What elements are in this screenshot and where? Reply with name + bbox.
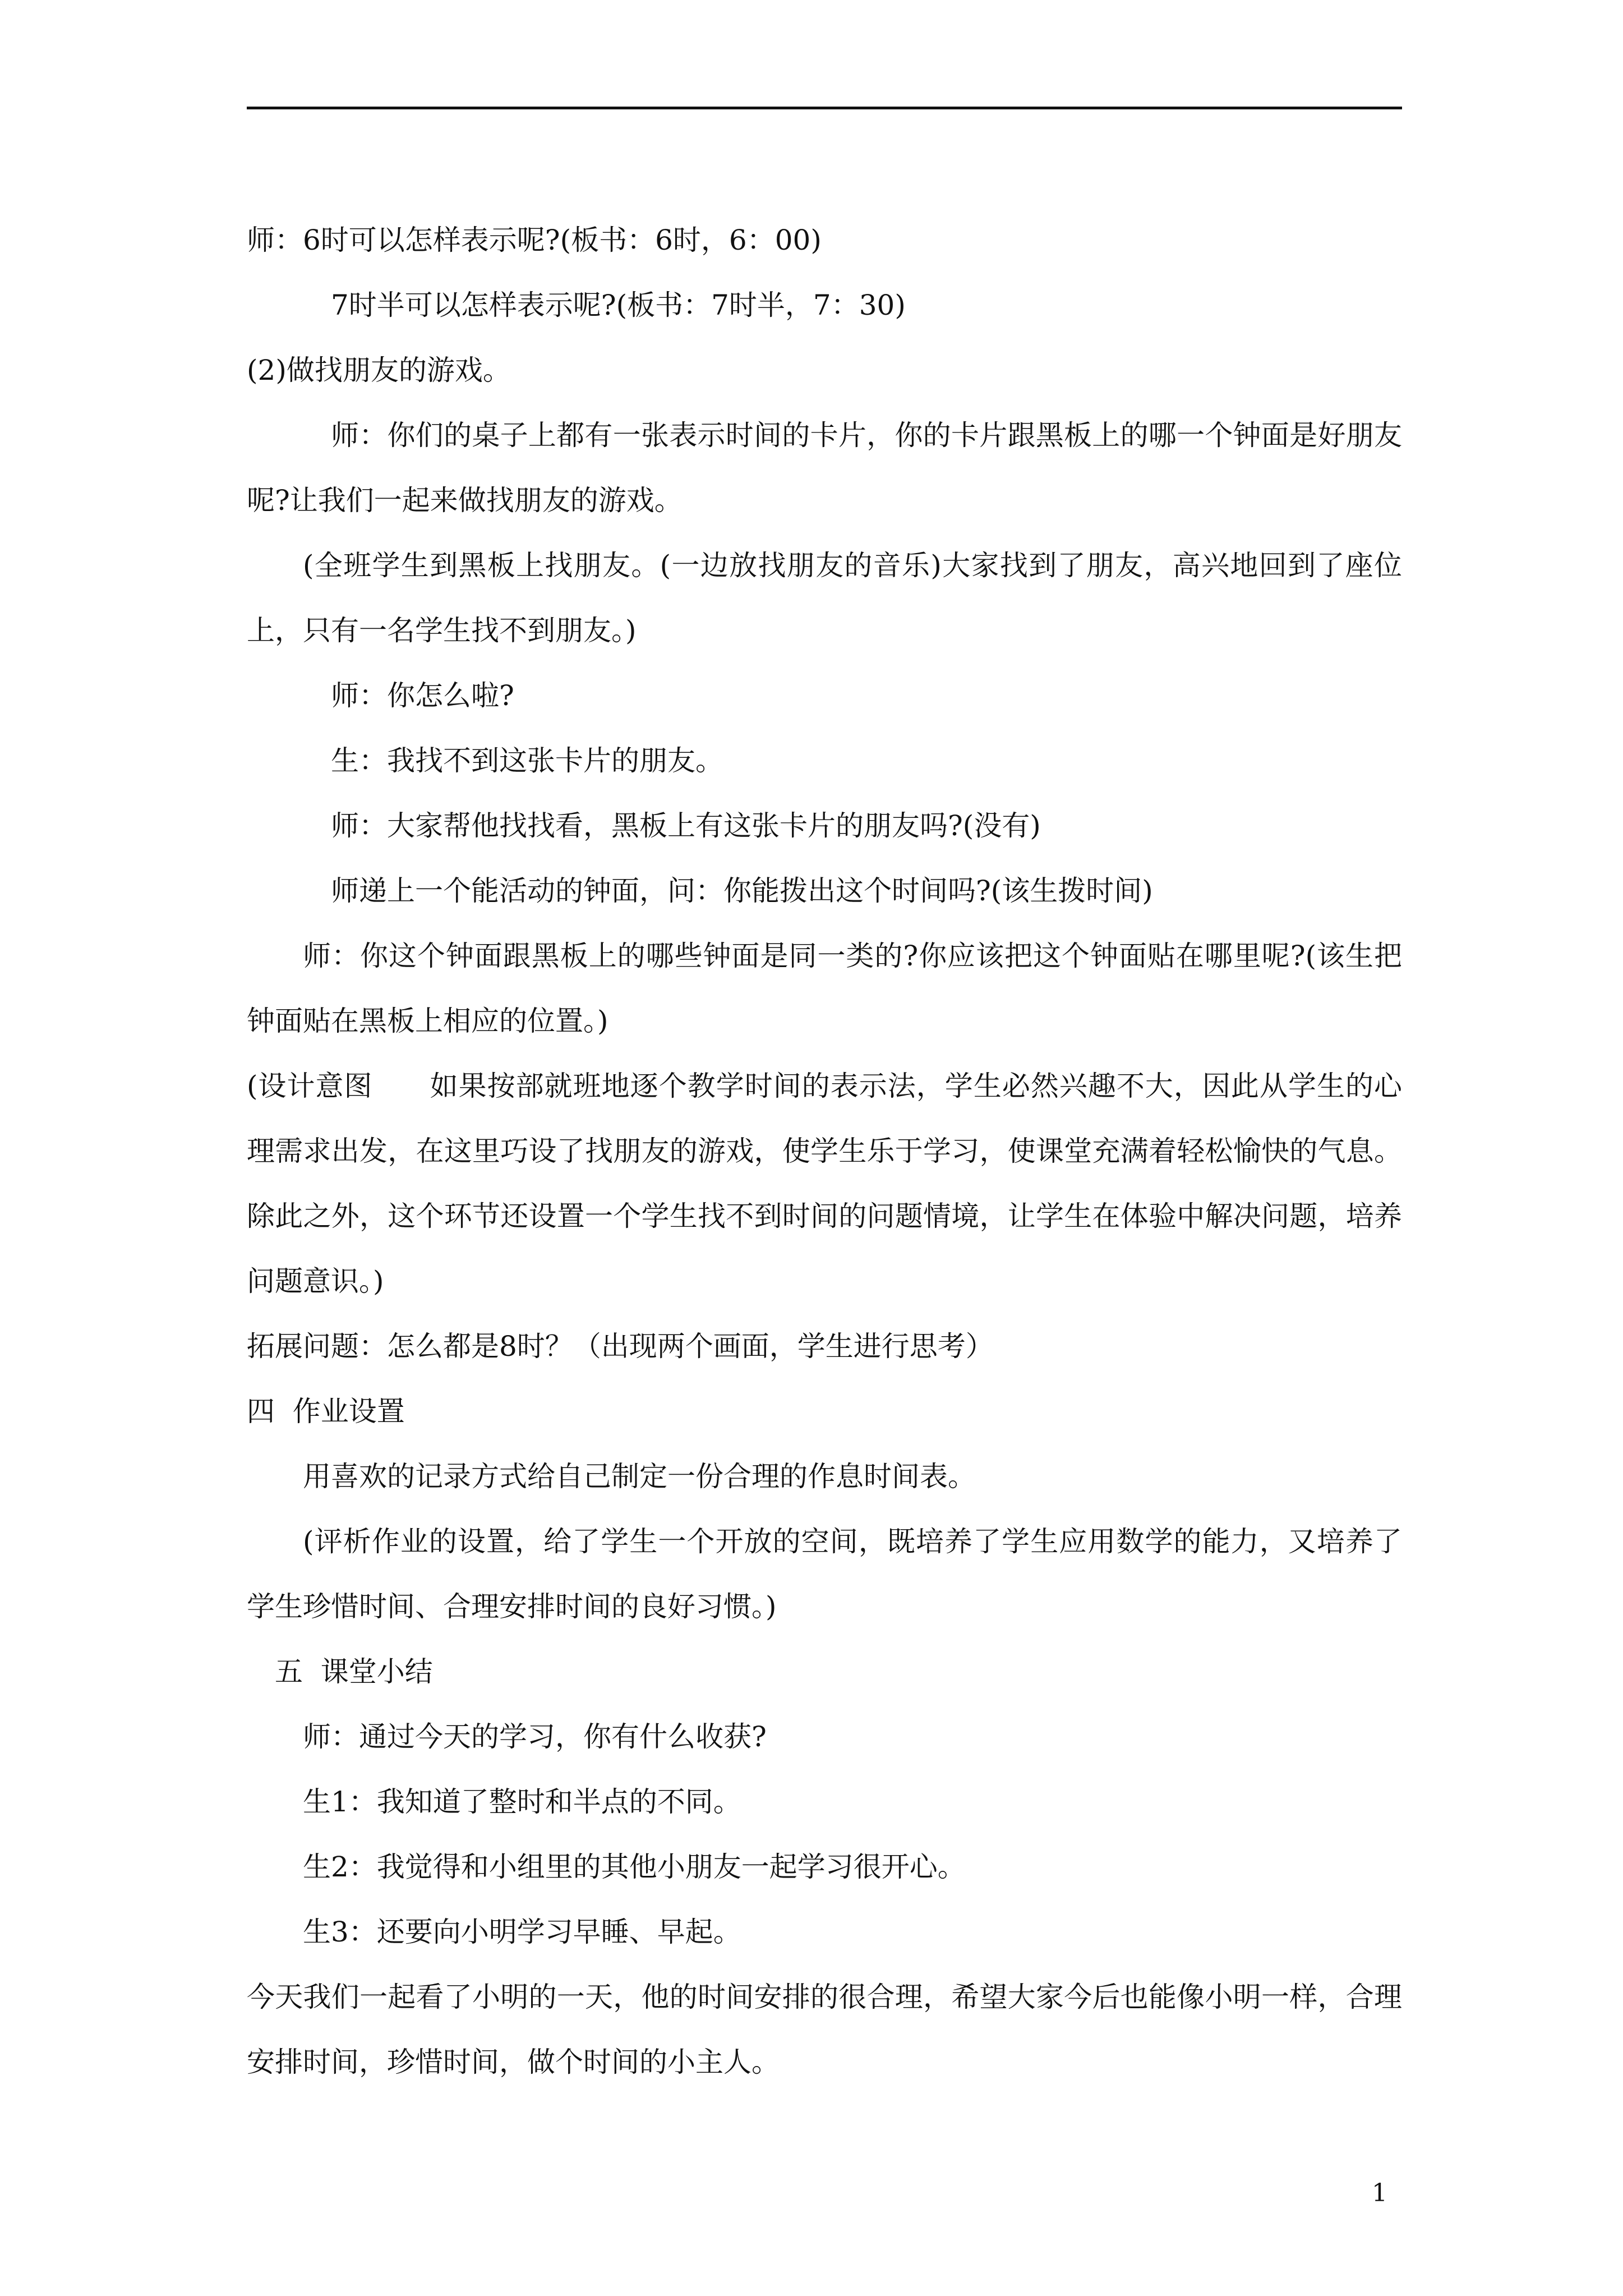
- paragraph-student-answer: 生：我找不到这张卡片的朋友。: [331, 744, 723, 777]
- paragraph-closing: 今天我们一起看了小明的一天，他的时间安排的很合理，希望大家今后也能像小明一样，合理安排时间，珍惜时间，做个时间的小主人。: [247, 1981, 1402, 2078]
- paragraph-student-2: 生2：我觉得和小组里的其他小朋友一起学习很开心。: [303, 1851, 966, 1883]
- paragraph-student-1: 生1：我知道了整时和半点的不同。: [303, 1786, 741, 1818]
- paragraph-teacher-question: 师：你怎么啦?: [331, 679, 514, 712]
- paragraph-teacher-help: 师：大家帮他找找看，黑板上有这张卡片的朋友吗?(没有): [331, 809, 1041, 842]
- paragraph-clock-face: 师递上一个能活动的钟面，问：你能拨出这个时间吗?(该生拨时间): [331, 875, 1153, 907]
- section-summary-heading: 五 课堂小结: [275, 1655, 433, 1688]
- paragraph-design-intent: (设计意图 如果按部就班地逐个教学时间的表示法，学生必然兴趣不大，因此从学生的心理需求出发，在这里巧设了找朋友的游戏，使学生乐于学习，使课堂充满着轻松愉快的气息。除此之外，这个环节还设置一个学生找不到时间的问题情境，让学生在体验中解决问题，培养问题意识。): [247, 1070, 1402, 1297]
- paragraph-teacher-six: 师：6时可以怎样表示呢?(板书：6时，6：00): [247, 224, 822, 256]
- section-homework-heading: 四 作业设置: [247, 1395, 405, 1428]
- body-text: [247, 208, 1402, 2095]
- paragraph-teacher-summary: 师：通过今天的学习，你有什么收获?: [303, 1720, 767, 1753]
- paragraph-seven-thirty: 7时半可以怎样表示呢?(板书：7时半，7：30): [331, 289, 906, 321]
- paragraph-student-3: 生3：还要向小明学习早睡、早起。: [303, 1916, 741, 1948]
- header-rule: [247, 107, 1402, 109]
- paragraph-class-activity: (全班学生到黑板上找朋友。(一边放找朋友的音乐)大家找到了朋友，高兴地回到了座位上，只有一名学生找不到朋友。): [247, 549, 1402, 647]
- paragraph-teacher-cards: 师：你们的桌子上都有一张表示时间的卡片，你的卡片跟黑板上的哪一个钟面是好朋友呢?让我们一起来做找朋友的游戏。: [247, 419, 1402, 517]
- page-number: 1: [1372, 2179, 1387, 2207]
- paragraph-game-heading: (2)做找朋友的游戏。: [247, 354, 511, 386]
- paragraph-extension-question: 拓展问题：怎么都是8时？（出现两个画面，学生进行思考）: [247, 1330, 994, 1363]
- paragraph-homework: 用喜欢的记录方式给自己制定一份合理的作息时间表。: [303, 1460, 976, 1493]
- paragraph-teacher-category: 师：你这个钟面跟黑板上的哪些钟面是同一类的?你应该把这个钟面贴在哪里呢?(该生把钟面贴在黑板上相应的位置。): [247, 940, 1402, 1037]
- paragraph-homework-comment: (评析作业的设置，给了学生一个开放的空间，既培养了学生应用数学的能力，又培养了学生珍惜时间、合理安排时间的良好习惯。): [247, 1525, 1402, 1623]
